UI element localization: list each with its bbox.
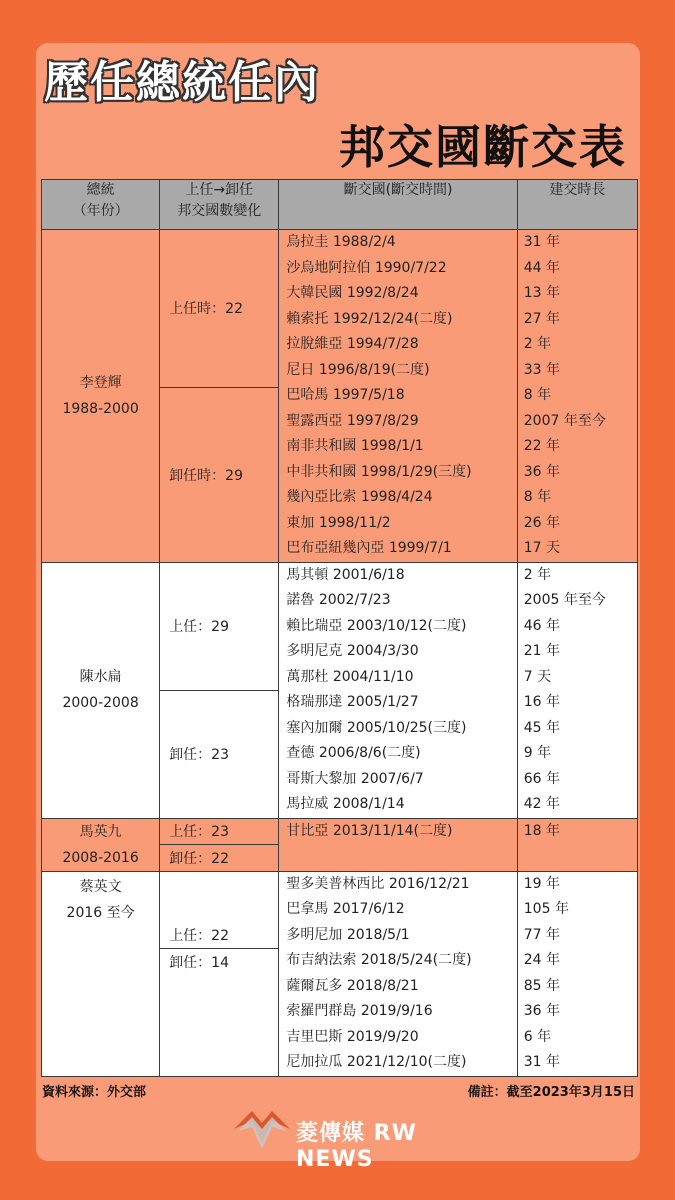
country-item: 大韓民國 1992/8/24 [286,285,419,301]
table-row [42,562,638,691]
change-end-cell: 卸任：14 [160,948,279,1076]
country-item: 聖露西亞 1997/8/29 [286,412,419,429]
table-row [42,871,638,948]
country-item: 索羅門群島 2019/9/16 [286,1003,433,1019]
duration-item: 22 年 [523,438,561,454]
country-list [279,818,517,871]
president-cell: 李登輝 1988-2000 [42,230,160,563]
table-row [42,818,638,845]
header-country: 斷交國(斷交時間) [279,180,517,230]
country-list [279,871,517,1076]
duration-item: 16 年 [523,694,561,710]
duration-item: 21 年 [523,643,561,659]
change-start-cell: 上任時：22 [160,230,279,388]
president-cell: 蔡英文 2016 至今 [42,871,160,1076]
duration-item: 105 年 [523,901,569,917]
duration-item: 2 年 [523,336,552,352]
duration-item: 13 年 [523,285,561,301]
duration-item: 26 年 [523,514,561,531]
country-item: 賴比瑞亞 2003/10/12(二度) [286,617,467,634]
duration-item: 9 年 [523,745,552,761]
change-start-cell: 上任：22 [160,871,279,948]
country-item: 沙烏地阿拉伯 1990/7/22 [286,259,447,276]
duration-item: 46 年 [523,617,561,634]
duration-item: 18 年 [523,822,561,839]
country-item: 巴布亞紐幾內亞 1999/7/1 [286,540,452,556]
duration-item: 2 年 [523,566,552,583]
duration-item: 2007 年至今 [523,412,606,429]
duration-item: 44 年 [523,259,561,276]
country-item: 甘比亞 2013/11/14(二度) [286,822,453,839]
change-end-cell: 卸任：22 [160,845,279,872]
duration-item: 17 天 [523,540,561,556]
country-item: 烏拉圭 1988/2/4 [286,234,396,250]
duration-list [517,562,637,818]
duration-item: 31 年 [523,234,561,250]
country-item: 多明尼加 2018/5/1 [286,926,410,943]
duration-item: 2005 年至今 [523,592,606,608]
logo-text: 菱傳媒 RW NEWS [296,1121,417,1172]
country-item: 巴哈馬 1997/5/18 [286,387,405,403]
duration-item: 27 年 [523,310,561,327]
duration-item: 45 年 [523,719,561,736]
source-note: 資料來源：外交部 [42,1085,147,1100]
president-name: 馬英九 2008-2016 [42,818,160,871]
logo-mark-icon [232,1099,292,1155]
change-start-cell: 上任：29 [160,562,279,691]
duration-item: 8 年 [523,387,552,403]
country-item: 吉里巴斯 2019/9/20 [286,1028,419,1045]
country-item: 拉脫維亞 1994/7/28 [286,336,419,352]
duration-item: 36 年 [523,463,561,480]
country-item: 尼日 1996/8/19(二度) [286,361,430,378]
country-list [279,562,517,818]
president-cell: 陳水扁 2000-2008 [42,562,160,818]
country-item: 諾魯 2002/7/23 [286,592,391,608]
duration-item: 77 年 [523,926,561,943]
duration-list [517,818,637,871]
duration-list [517,871,637,1076]
change-end-cell: 卸任時：29 [160,387,279,562]
country-item: 幾內亞比索 1998/4/24 [286,489,433,505]
title-line-1: 歷任總統任內 [44,57,320,108]
country-item: 賴索托 1992/12/24(二度) [286,310,453,327]
title-line-2: 邦交國斷交表 [339,120,627,174]
duration-item: 7 天 [523,668,552,685]
country-item: 聖多美普林西比 2016/12/21 [286,875,470,892]
country-item: 布吉納法索 2018/5/24(二度) [286,952,472,968]
country-item: 馬其頓 2001/6/18 [286,566,405,583]
severance-table [41,179,638,1077]
country-item: 萬那杜 2004/11/10 [286,668,414,685]
country-item: 馬拉威 2008/1/14 [286,796,405,812]
header-row [42,180,638,230]
duration-item: 36 年 [523,1003,561,1019]
duration-item: 33 年 [523,361,561,378]
duration-item: 19 年 [523,875,561,892]
duration-item: 66 年 [523,770,561,787]
duration-item: 24 年 [523,952,561,968]
country-item: 南非共和國 1998/1/1 [286,438,424,454]
country-item: 尼加拉瓜 2021/12/10(二度) [286,1054,467,1070]
country-list [279,230,517,563]
duration-list [517,230,637,563]
change-end-cell: 卸任：23 [160,691,279,819]
country-item: 查德 2006/8/6(二度) [286,745,421,761]
country-item: 格瑞那達 2005/1/27 [286,694,419,710]
duration-item: 31 年 [523,1054,561,1070]
country-item: 薩爾瓦多 2018/8/21 [286,977,419,994]
table-row [42,230,638,388]
duration-item: 6 年 [523,1028,552,1045]
country-item: 多明尼克 2004/3/30 [286,643,419,659]
country-item: 中非共和國 1998/1/29(三度) [286,463,472,480]
duration-item: 85 年 [523,977,561,994]
duration-item: 42 年 [523,796,561,812]
header-change: 上任→卸任 邦交國數變化 [160,180,279,230]
country-item: 東加 1998/11/2 [286,514,391,531]
header-duration: 建交時長 [517,180,637,230]
duration-item: 8 年 [523,489,552,505]
header-president: 總統 （年份） [42,180,160,230]
country-item: 哥斯大黎加 2007/6/7 [286,770,424,787]
change-start-cell: 上任：23 [160,818,279,845]
rw-news-logo [232,1099,502,1172]
country-item: 巴拿馬 2017/6/12 [286,901,405,917]
date-note: 備註：截至2023年3月15日 [467,1085,635,1100]
country-item: 塞內加爾 2005/10/25(三度) [286,719,467,736]
